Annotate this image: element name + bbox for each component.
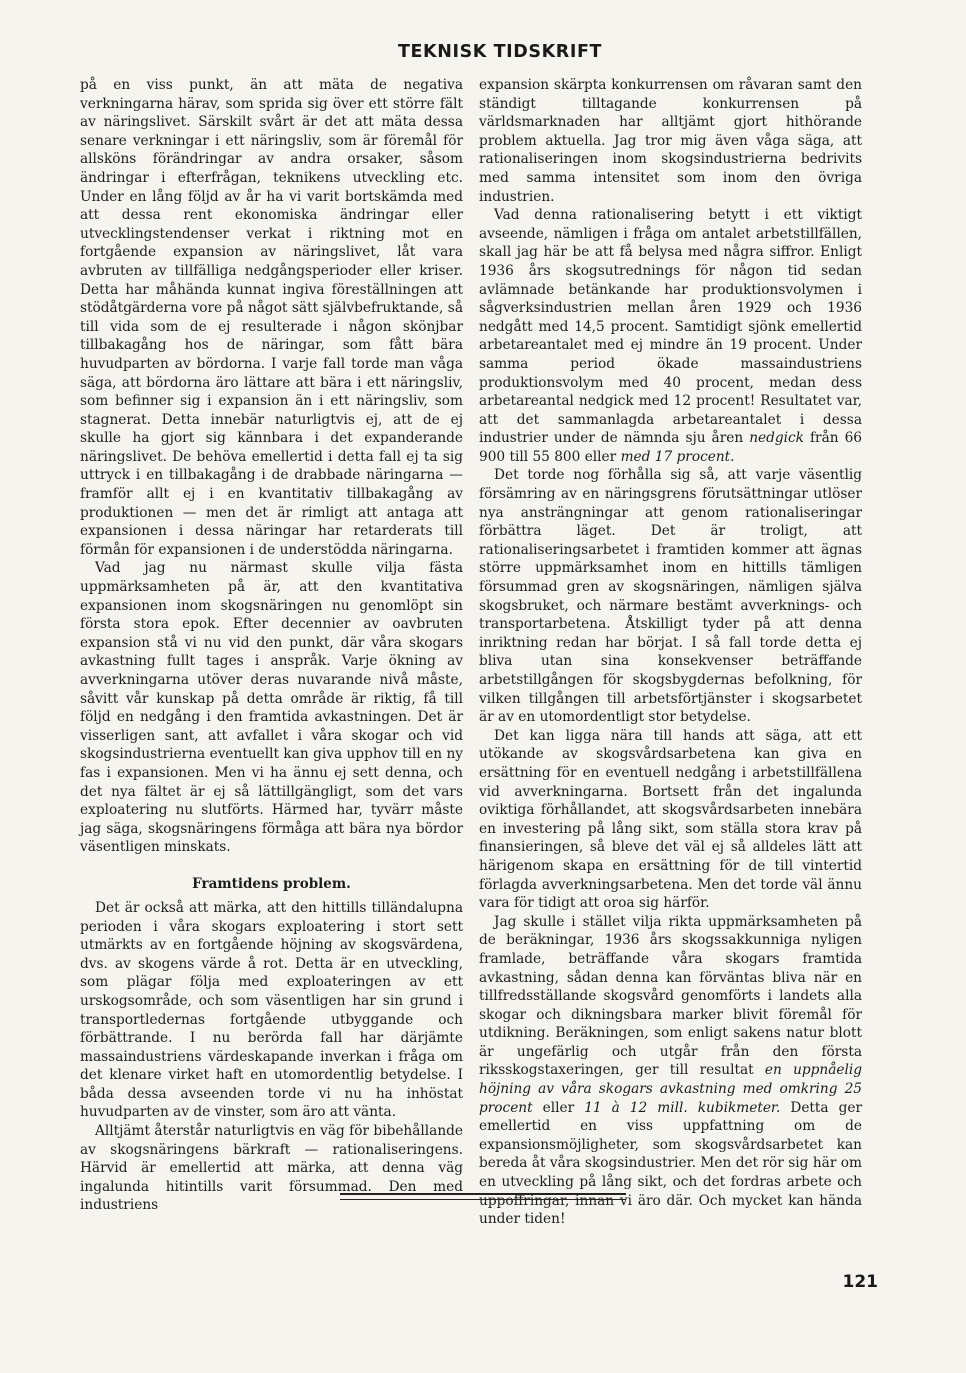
paragraph [80, 1122, 463, 1215]
text-run: Alltjämt återstår naturligtvis en väg för bibehållande av skogsnäringens bärkraft — rationaliseringens. Härvid är emellertid att märka, att denna väg ingalunda hitintills varit försummad. Den med industriens [80, 1123, 463, 1214]
text-run: Jag skulle i stället vilja rikta uppmärksamheten på de beräkningar, 1936 års skogssakkunniga nyligen framlade, beträffande våra skogars framtida avkastning, sådan denna kan förväntas bliva när en tillfredsställande skogsvård genomförts i landets alla skogar och dikningsbara marker blivit föremål för utdikning. Beräkningen, som enligt sakens natur blott är ungefärlig och utgår från den första riksskogstaxeringen, ger till resultat [479, 913, 862, 1079]
page-number: 121 [842, 1272, 878, 1292]
text-run: Detta ger emellertid en viss uppfattning om de expansionsmöjligheter, som skogsvårdsarbetet kan bereda åt våra skogsindustrier. Men det rör sig här om en utveckling på lång sikt, och det fordras arbete och uppoffringar, innan vi äro där. Och mycket kan hända under tiden! [479, 1099, 863, 1228]
text-run: från 66 900 till 55 800 eller [479, 430, 862, 465]
text-run: Det torde nog förhålla sig så, att varje väsentlig försämring av en näringsgrens förutsättningar utlöser nya ansträngningar att genom rationaliseringar förbättra läget. Det är troligt, att rationaliseringsarbetet i framtiden kommer att ägnas större uppmärksamhet inom en hittills tämligen försummad gren av skogsnäringen, nämligen själva skogsbruket, och närmare bestämt avverknings- och transportarbetena. Åtskilligt tyder på att denna inriktning redan har börjat. I så fall torde detta ej bliva utan sina konsekvenser beträffande arbetstillgången för skogsbygdernas befolkning, för vilken tillgången till arbetsförtjänster i skogsarbetet är av en utomordentligt stor betydelse. [479, 467, 862, 726]
left-paragraphs-after-heading [80, 899, 463, 1215]
end-rule [340, 1193, 626, 1200]
journal-title: TEKNISK TIDSKRIFT [397, 42, 603, 62]
text-run: expansion skärpta konkurrensen om råvaran samt den ständigt tilltagande konkurrensen på världsmarknaden har alltjämt gjort hithörande problem aktuella. Jag tror mig även våga säga, att rationaliseringen inom skogsindustrierna bedrivits med samma intensitet som inom den övriga industrien. [479, 77, 862, 205]
right-column [479, 76, 862, 1229]
section-heading: Framtidens problem. [192, 875, 351, 892]
text-run: eller [532, 1099, 585, 1116]
paragraph [80, 76, 463, 559]
paragraph [479, 466, 862, 726]
paragraph [479, 727, 862, 913]
italic-text: en uppnåelig höjning av våra skogars avkastning med omkring 25 procent [479, 1062, 863, 1116]
paragraph [80, 899, 463, 1122]
paragraph [479, 206, 862, 466]
paragraph [479, 913, 862, 1229]
right-paragraphs [479, 76, 862, 1229]
left-paragraphs-before-heading [80, 76, 463, 857]
paragraph [479, 76, 862, 206]
italic-text: med 17 procent. [620, 448, 735, 465]
text-run: Det är också att märka, att den hittills tilländalupna perioden i våra skogars exploatering i stort sett utmärkts av en fortgående höjning av skogsvärdena, dvs. av skogens värde å rot. Detta är en utveckling, som plägar följa med exploateringen av ett urskogsområde, och som väsentligen har sin grund i transportledernas fortgående utbyggande och förbättrande. I nu berörda fall har därjämte massaindustriens värdeskapande inverkan i fråga om det klenare virket haft en utomordentlig betydelse. I båda dessa avseenden torde vi nu ha inhöstat huvudparten av de vinster, som äro att vänta. [80, 899, 463, 1121]
text-run: Vad jag nu närmast skulle vilja fästa uppmärksamheten på är, att den kvantitativa expansionen inom skogsnäringen nu genomlöpt sin första stora epok. Efter decennier av oavbruten expansion stå vi nu vid den punkt, där våra skogars avkastning fullt tages i anspråk. Varje ökning av avverkningarna utöver deras nuvarande nivå måste, såvitt vår kunskap på detta område är riktig, få till följd en nedgång i den framtida avkastningen. Det är visserligen sant, att avfallet i våra skogar och vid skogsindustrierna eventuellt kan giva upphov till en ny fas i expansionen. Men vi ha ännu ej sett denna, och det nya fältet är ej så lättillgängligt, som det vars exploatering nu slutförts. Härmed har, tyvärr måste jag säga, skogsnäringens förmåga att bära nya bördor väsentligen minskats. [80, 560, 463, 856]
text-run: på en viss punkt, än att mäta de negativa verkningarna härav, som sprida sig över ett större fält av näringslivet. Särskilt svårt är det att mäta dessa senare verkningar i ett näringsliv, som är föremål för allsköns förändringar av andra orsaker, såsom ändringar i efterfrågan, teknikens utveckling etc. Under en lång följd av år ha vi varit bortskämda med att dessa rent ekonomiska ändringar eller utvecklingstendenser verkat i riktning mot en fortgående expansion av näringslivet, låt vara avbruten av tillfälliga nedgångsperioder eller kriser. Detta har måhända kunnat ingiva föreställningen att stödåtgärderna vore på något sätt självbefruktande, så till vida som de ej resulterade i någon skönjbar tillbakagång hos de näringar, som fått bära huvudparten av bördorna. I varje fall torde man våga säga, att bördorna äro lättare att bära i ett näringsliv, som befinner sig i expansion än i ett näringsliv, som stagnerat. Detta innebär naturligtvis ej, att de ej skulle ha gjort sig kännbara i det expanderande näringslivet. De behöva emellertid i detta fall ej ta sig uttryck i en tillbakagång i de drabbade näringarna — framför allt ej i en kvantitativ tillbakagång av produktionen — men det är rimligt att antaga att expansionen i dessa näringar har retarderats till förmån för expansionen i de understödda näringarna. [80, 77, 463, 558]
text-run: Vad denna rationalisering betytt i ett viktigt avseende, nämligen i fråga om antalet arbetstillfällen, skall jag här be att få belysa med några siffror. Enligt 1936 års skogsutrednings för någon tid sedan avlämnade betänkande har produktionsvolymen i sågverksindustrien mellan åren 1929 och 1936 nedgått med 14,5 procent. Samtidigt sjönk emellertid arbetareantalet med ej mindre än 19 procent. Under samma period ökade massaindustriens produktionsvolym med 40 procent, medan dess arbetareantal nedgick med 12 procent! Resultatet var, att det sammanlagda arbetareantalet i dessa industrier under de nämnda sju åren [479, 207, 862, 447]
left-column [80, 76, 463, 1215]
paragraph [80, 559, 463, 857]
italic-text: 11 à 12 mill. kubikmeter. [584, 1099, 781, 1116]
italic-text: nedgick [749, 430, 804, 447]
text-run: Det kan ligga nära till hands att säga, att ett utökande av skogsvårdsarbetena kan giva en ersättning för en eventuell nedgång i arbetstillfällena vid avverkningarna. Bortsett från det ingalunda oviktiga förhållandet, att skogsvårdsarbeten innebära en investering på lång sikt, som ställa stora krav på finansieringen, så bleve det väl ej så alldeles lätt att härigenom skapa en ersättning för de till vintertid förlagda avverkningsarbetena. Men det torde väl ännu vara för tidigt att oroa sig härför. [479, 727, 862, 912]
